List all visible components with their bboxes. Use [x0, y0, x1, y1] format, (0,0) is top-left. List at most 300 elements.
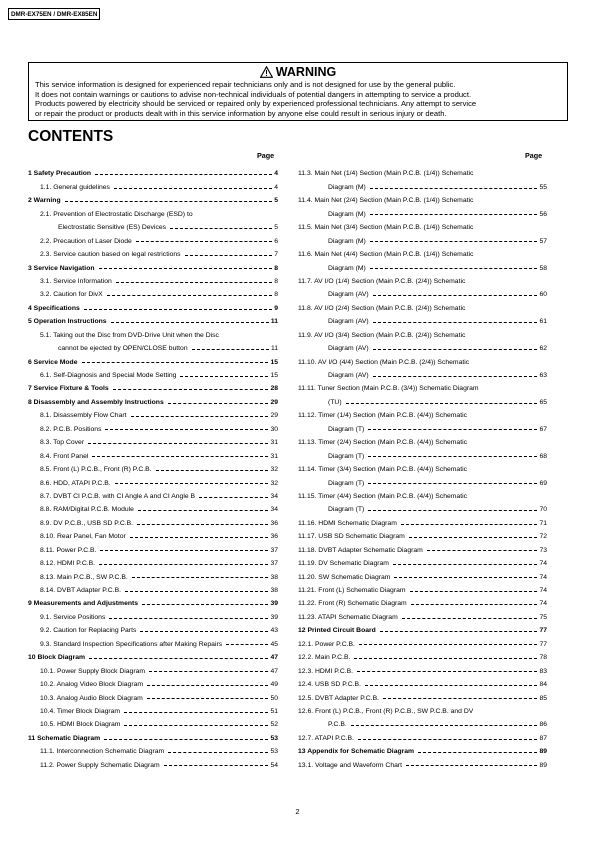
toc-subsection-entry	[298, 433, 547, 446]
toc-entry-label: Timer (2/4) Section (Main P.C.B. (4/4)) Schematic	[318, 439, 467, 447]
toc-leader-line	[402, 618, 538, 619]
page-column-header-left: Page	[257, 151, 275, 160]
toc-entry-text	[40, 426, 101, 433]
toc-entry-text	[298, 695, 379, 702]
toc-entry-number: 11.22.	[298, 600, 317, 608]
toc-leader-line	[427, 550, 538, 551]
toc-leader-line	[199, 497, 268, 498]
contents-column-left	[28, 164, 278, 769]
toc-entry-number: 2.1.	[40, 210, 52, 218]
toc-entry-number: 8.14.	[40, 587, 56, 594]
toc-entry-page: 53	[270, 734, 278, 742]
toc-entry-page: 63	[539, 372, 547, 379]
toc-entry-number: 10.1.	[40, 667, 56, 675]
toc-entry-number: 11.20.	[298, 573, 317, 581]
toc-entry-page: 37	[270, 560, 278, 568]
toc-entry-page: 58	[539, 264, 547, 272]
toc-entry-number: 3.1.	[40, 277, 52, 285]
toc-leader-line	[99, 268, 273, 269]
toc-entry-number: 10	[28, 654, 36, 662]
toc-entry-page: 68	[539, 452, 547, 460]
toc-section-entry	[28, 352, 278, 365]
toc-entry-text	[328, 238, 366, 245]
toc-subsection-entry	[298, 661, 547, 674]
toc-subsection-entry	[298, 245, 547, 258]
toc-entry-text	[40, 681, 143, 688]
toc-entry-text	[40, 412, 127, 419]
toc-entry-label: Main Net (3/4) Section (Main P.C.B. (1/4)) Schematic	[314, 224, 474, 232]
toc-entry-text	[28, 600, 138, 607]
toc-entry-label: Power P.C.B.	[315, 640, 355, 648]
toc-section-entry	[28, 379, 278, 392]
toc-entry-text	[40, 251, 181, 258]
toc-entry-label: Timer (1/4) Section (Main P.C.B. (4/4)) Schematic	[318, 412, 467, 420]
toc-subsection-entry	[28, 272, 278, 285]
toc-subsection-entry	[298, 164, 547, 177]
toc-entry-text	[328, 453, 364, 460]
toc-entry-label: Service Fixture & Tools	[33, 385, 109, 393]
toc-subsection-entry	[28, 406, 278, 419]
toc-entry-text	[298, 305, 465, 312]
toc-entry-label: Voltage and Waveform Chart	[315, 761, 403, 769]
toc-entry-label: Main P.C.B., SW P.C.B.	[57, 573, 128, 581]
toc-section-entry	[28, 258, 278, 271]
toc-leader-line	[168, 752, 268, 753]
toc-leader-line	[89, 658, 268, 659]
toc-entry-text	[28, 654, 85, 661]
toc-entry-text	[40, 520, 133, 527]
toc-entry-page: 37	[270, 546, 278, 554]
toc-entry-number: 8.6.	[40, 479, 52, 487]
toc-entry-label: Measurements and Adjustments	[33, 600, 139, 608]
toc-entry-label: Taking out the Disc from DVD-Drive Unit when the Disc	[53, 331, 219, 339]
toc-leader-line	[131, 416, 269, 417]
toc-leader-line	[116, 282, 272, 283]
toc-subsection-entry	[28, 245, 278, 258]
toc-entry-number: 12.1.	[298, 640, 314, 648]
toc-entry-number: 5	[28, 318, 32, 326]
toc-entry-text	[298, 251, 473, 258]
toc-subsection-entry	[298, 702, 547, 715]
toc-subsection-entry	[298, 500, 547, 513]
toc-leader-line	[115, 483, 269, 484]
toc-entry-label: Diagram (AV)	[328, 345, 369, 353]
toc-entry-label: Main P.C.B.	[315, 654, 351, 662]
toc-entry-text	[40, 748, 164, 755]
toc-entry-page: 60	[539, 291, 547, 299]
toc-entry-page: 74	[539, 600, 547, 608]
toc-subsection-entry	[298, 648, 547, 661]
toc-entry-number: 9.2.	[40, 627, 52, 635]
toc-entry-page: 62	[539, 345, 547, 353]
toc-entry-label: Service caution based on legal restrictions	[53, 251, 181, 259]
toc-subsection-entry	[298, 177, 547, 190]
toc-entry-label: Caution for DivX	[53, 291, 103, 299]
toc-entry-text	[298, 439, 467, 446]
toc-subsection-entry	[298, 191, 547, 204]
toc-entry-text	[298, 547, 423, 554]
toc-entry-number: 11.21.	[298, 587, 317, 594]
toc-leader-line	[370, 241, 538, 242]
warning-title: WARNING	[275, 65, 337, 79]
toc-entry-label: DVBT Adapter Schematic Diagram	[318, 546, 423, 554]
toc-section-entry	[28, 312, 278, 325]
toc-entry-page: 29	[270, 412, 278, 420]
toc-entry-text	[58, 345, 188, 352]
toc-entry-text	[298, 520, 397, 527]
toc-entry-page: 5	[274, 224, 278, 232]
warning-triangle-icon	[260, 66, 273, 78]
toc-entry-label: Precaution of Laser Diode	[53, 237, 132, 245]
toc-section-entry	[28, 164, 278, 177]
toc-subsection-entry	[28, 715, 278, 728]
toc-entry-page: 34	[270, 492, 278, 500]
toc-entry-text	[298, 533, 405, 540]
toc-entry-page: 34	[270, 506, 278, 514]
toc-entry-text	[298, 359, 469, 366]
toc-subsection-entry	[298, 406, 547, 419]
toc-leader-line	[359, 644, 538, 645]
toc-entry-label: Diagram (M)	[328, 264, 366, 272]
toc-section-entry	[298, 742, 547, 755]
toc-entry-text	[298, 493, 467, 500]
toc-entry-label: Interconnection Schematic Diagram	[56, 748, 165, 756]
page-number: 2	[295, 807, 300, 816]
toc-leader-line	[394, 577, 537, 578]
toc-entry-label: HDMI P.C.B.	[57, 560, 96, 568]
toc-entry-page: 51	[270, 707, 278, 715]
toc-entry-text	[40, 493, 195, 500]
toc-leader-line	[132, 577, 269, 578]
toc-entry-page: 52	[270, 721, 278, 729]
toc-entry-label: Front Panel	[53, 452, 89, 460]
toc-section-entry	[28, 594, 278, 607]
toc-entry-label: Warning	[33, 197, 61, 205]
toc-entry-label: Service Information	[53, 277, 112, 285]
toc-entry-page: 9	[274, 304, 278, 312]
toc-entry-label: Diagram (T)	[328, 425, 365, 433]
toc-entry-label: Caution for Replacing Parts	[53, 627, 137, 635]
toc-subsection-entry	[298, 688, 547, 701]
toc-entry-label: HDMI P.C.B.	[315, 667, 354, 675]
toc-subsection-entry	[28, 339, 278, 352]
toc-leader-line	[170, 228, 272, 229]
page-column-header-right: Page	[525, 151, 543, 160]
toc-leader-line	[365, 685, 537, 686]
toc-leader-line	[105, 429, 268, 430]
toc-subsection-entry	[28, 366, 278, 379]
toc-subsection-entry	[298, 540, 547, 553]
toc-leader-line	[368, 510, 537, 511]
toc-subsection-entry	[298, 513, 547, 526]
toc-entry-text	[328, 184, 366, 191]
toc-entry-page: 5	[274, 197, 278, 205]
toc-subsection-entry	[28, 755, 278, 768]
toc-entry-number: 2.3.	[40, 251, 52, 259]
toc-entry-number: 12.7.	[298, 734, 314, 742]
toc-leader-line	[351, 725, 538, 726]
toc-leader-line	[142, 604, 268, 605]
toc-leader-line	[164, 765, 269, 766]
toc-entry-page: 61	[539, 318, 547, 326]
toc-subsection-entry	[298, 419, 547, 432]
toc-subsection-entry	[28, 419, 278, 432]
toc-entry-page: 36	[270, 519, 278, 527]
toc-leader-line	[383, 698, 537, 699]
toc-entry-label: AV I/O (1/4) Section (Main P.C.B. (2/4)) Schematic	[314, 277, 466, 285]
toc-entry-page: 49	[270, 681, 278, 689]
toc-entry-label: DV P.C.B., USB SD P.C.B.	[53, 519, 134, 527]
toc-entry-page: 8	[274, 277, 278, 285]
toc-entry-number: 11.11.	[298, 385, 316, 393]
toc-entry-page: 30	[270, 425, 278, 433]
toc-entry-label: DV Schematic Diagram	[318, 560, 389, 568]
toc-subsection-entry	[298, 285, 547, 298]
toc-entry-number: 12.6.	[298, 707, 314, 715]
toc-entry-page: 87	[539, 734, 547, 742]
toc-entry-number: 11.5.	[298, 224, 313, 232]
toc-entry-page: 75	[539, 613, 547, 621]
toc-subsection-entry	[28, 527, 278, 540]
toc-entry-page: 72	[539, 533, 547, 541]
toc-entry-label: Analog Audio Block Diagram	[56, 694, 143, 702]
toc-entry-label: Timer Block Diagram	[56, 707, 121, 715]
toc-entry-number: 8	[28, 398, 32, 406]
toc-subsection-entry	[28, 231, 278, 244]
toc-subsection-entry	[298, 460, 547, 473]
toc-entry-page: 7	[274, 251, 278, 259]
toc-entry-page: 47	[270, 654, 278, 662]
toc-subsection-entry	[28, 702, 278, 715]
toc-entry-number: 3.2.	[40, 291, 52, 299]
toc-entry-page: 31	[270, 439, 278, 447]
toc-entry-page: 11	[270, 318, 278, 326]
toc-entry-number: 7	[28, 385, 32, 393]
toc-subsection-entry	[298, 527, 547, 540]
toc-leader-line	[95, 174, 272, 175]
toc-entry-page: 39	[270, 613, 278, 621]
toc-entry-number: 13	[298, 748, 306, 756]
toc-subsection-entry	[298, 554, 547, 567]
toc-entry-page: 56	[539, 210, 547, 218]
toc-subsection-entry	[28, 285, 278, 298]
toc-entry-page: 28	[270, 385, 278, 393]
toc-entry-label: USB SD P.C.B.	[315, 681, 361, 689]
toc-entry-label: Disassembly Flow Chart	[53, 412, 127, 420]
toc-entry-page: 71	[539, 519, 547, 527]
toc-subsection-entry	[28, 675, 278, 688]
toc-section-entry	[298, 621, 547, 634]
toc-entry-number: 10.2.	[40, 681, 56, 689]
toc-subsection-entry	[298, 352, 547, 365]
toc-entry-text	[298, 385, 479, 392]
toc-entry-text	[298, 748, 414, 755]
toc-entry-number: 12.4.	[298, 681, 314, 689]
toc-entry-number: 11.12.	[298, 412, 317, 420]
toc-entry-label: Service Positions	[53, 613, 106, 621]
toc-entry-page: 43	[270, 627, 278, 635]
toc-entry-number: 10.3.	[40, 694, 56, 702]
toc-entry-label: DVBT Adapter P.C.B.	[315, 694, 379, 702]
toc-entry-label: Service Navigation	[33, 264, 95, 272]
toc-subsection-entry	[28, 487, 278, 500]
toc-entry-page: 65	[539, 398, 547, 406]
toc-entry-text	[298, 735, 354, 742]
toc-subsection-entry	[28, 661, 278, 674]
toc-entry-number: 6.1.	[40, 372, 52, 379]
toc-entry-page: 50	[270, 694, 278, 702]
toc-entry-text	[28, 359, 78, 366]
toc-entry-number: 11	[28, 734, 36, 742]
toc-entry-text	[298, 170, 473, 177]
toc-subsection-entry	[298, 581, 547, 594]
toc-entry-page: 55	[539, 183, 547, 191]
toc-entry-number: 1.1.	[40, 183, 52, 191]
toc-entry-label: HDMI Block Diagram	[57, 721, 121, 729]
toc-entry-number: 10.4.	[40, 707, 56, 715]
toc-entry-text	[40, 278, 112, 285]
toc-leader-line	[114, 188, 272, 189]
toc-entry-text	[328, 372, 369, 379]
toc-entry-page: 78	[539, 654, 547, 662]
toc-entry-label: USB SD Schematic Diagram	[318, 533, 405, 541]
toc-entry-text	[298, 654, 350, 661]
toc-subsection-entry	[28, 607, 278, 620]
toc-leader-line	[192, 349, 269, 350]
toc-entry-number: 11.15.	[298, 492, 317, 500]
toc-subsection-entry	[298, 607, 547, 620]
toc-leader-line	[380, 631, 538, 632]
toc-entry-page: 74	[539, 573, 547, 581]
toc-leader-line	[109, 618, 268, 619]
toc-entry-text	[40, 614, 105, 621]
toc-entry-label: Disassembly and Assembly Instructions	[33, 398, 164, 406]
toc-entry-text	[328, 721, 347, 728]
toc-entry-text	[40, 708, 120, 715]
toc-subsection-entry	[28, 460, 278, 473]
toc-entry-page: 8	[274, 291, 278, 299]
toc-leader-line	[125, 591, 268, 592]
toc-entry-label: Diagram (AV)	[328, 372, 369, 379]
toc-entry-label: Block Diagram	[37, 654, 86, 662]
toc-leader-line	[357, 671, 537, 672]
toc-leader-line	[92, 456, 268, 457]
toc-subsection-entry	[298, 567, 547, 580]
toc-leader-line	[180, 376, 268, 377]
toc-entry-text	[28, 170, 91, 177]
toc-entry-label: Specifications	[33, 304, 80, 312]
toc-entry-label: Front (R) Schematic Diagram	[318, 600, 407, 608]
toc-entry-number: 8.11.	[40, 546, 55, 554]
toc-entry-text	[298, 587, 406, 594]
warning-heading	[29, 65, 567, 79]
toc-entry-label: Diagram (AV)	[328, 291, 369, 299]
toc-leader-line	[373, 295, 538, 296]
toc-entry-number: 1	[28, 170, 32, 178]
toc-entry-number: 11.16.	[298, 519, 317, 527]
toc-entry-text	[40, 466, 152, 473]
toc-entry-text	[40, 533, 126, 540]
toc-entry-page: 36	[270, 533, 278, 541]
toc-entry-page: 4	[274, 170, 278, 178]
toc-leader-line	[147, 698, 269, 699]
toc-entry-page: 69	[539, 479, 547, 487]
toc-entry-text	[40, 291, 103, 298]
toc-leader-line	[104, 739, 268, 740]
toc-leader-line	[354, 658, 537, 659]
toc-subsection-entry	[298, 218, 547, 231]
toc-entry-text	[328, 291, 369, 298]
toc-entry-label: Diagram (T)	[328, 506, 365, 514]
toc-entry-label: Top Cover	[53, 439, 85, 447]
toc-entry-number: 11.2.	[40, 761, 55, 769]
toc-subsection-entry	[28, 473, 278, 486]
toc-subsection-entry	[298, 312, 547, 325]
toc-subsection-entry	[298, 379, 547, 392]
toc-entry-label: P.C.B. Positions	[53, 425, 102, 433]
toc-entry-text	[40, 762, 160, 769]
toc-entry-page: 39	[270, 600, 278, 608]
toc-leader-line	[65, 201, 273, 202]
toc-leader-line	[409, 537, 538, 538]
toc-entry-text	[328, 480, 364, 487]
toc-entry-label: Timer (4/4) Section (Main P.C.B. (4/4)) Schematic	[318, 492, 467, 500]
toc-entry-number: 6	[28, 358, 32, 366]
toc-leader-line	[226, 644, 268, 645]
toc-entry-label: HDD, ATAPI P.C.B.	[53, 479, 111, 487]
toc-entry-page: 83	[539, 667, 547, 675]
toc-subsection-entry	[298, 298, 547, 311]
toc-subsection-entry	[298, 728, 547, 741]
toc-entry-label: Standard Inspection Specifications after Making Repairs	[53, 640, 223, 648]
toc-entry-label: Diagram (T)	[328, 479, 365, 487]
toc-entry-page: 11	[270, 345, 278, 353]
toc-entry-number: 9.3.	[40, 640, 52, 648]
toc-leader-line	[130, 537, 269, 538]
toc-entry-text	[40, 332, 219, 339]
toc-section-entry	[28, 728, 278, 741]
toc-entry-text	[298, 560, 389, 567]
toc-entry-text	[298, 600, 407, 607]
toc-entry-label: Diagram (M)	[328, 183, 366, 191]
toc-entry-number: 5.1.	[40, 331, 52, 339]
toc-entry-number: 10.5.	[40, 721, 56, 729]
toc-subsection-entry	[298, 272, 547, 285]
toc-entry-page: 31	[270, 452, 278, 460]
toc-entry-label: Safety Precaution	[33, 170, 92, 178]
toc-entry-label: DVBT CI P.C.B. with CI Angle A and CI Angle B	[53, 492, 196, 500]
toc-entry-page: 54	[270, 761, 278, 769]
toc-entry-number: 12	[298, 627, 306, 635]
toc-entry-page: 84	[539, 681, 547, 689]
toc-entry-text	[328, 506, 364, 513]
toc-leader-line	[82, 362, 269, 363]
toc-entry-number: 9.1.	[40, 613, 52, 621]
toc-leader-line	[373, 376, 538, 377]
toc-entry-page: 67	[539, 425, 547, 433]
toc-entry-text	[298, 412, 467, 419]
toc-entry-label: AV I/O (4/4) Section (Main P.C.B. (2/4)) Schematic	[317, 358, 470, 366]
toc-leader-line	[88, 443, 268, 444]
toc-entry-number: 11.6.	[298, 251, 313, 259]
toc-entry-label: Front (L) Schematic Diagram	[318, 587, 406, 594]
toc-entry-text	[298, 332, 465, 339]
toc-entry-number: 9	[28, 600, 32, 608]
toc-entry-label: P.C.B.	[328, 721, 347, 729]
toc-entry-text	[28, 305, 80, 312]
toc-leader-line	[111, 322, 269, 323]
toc-entry-label: Prevention of Electrostatic Discharge (ESD) to	[53, 210, 193, 218]
